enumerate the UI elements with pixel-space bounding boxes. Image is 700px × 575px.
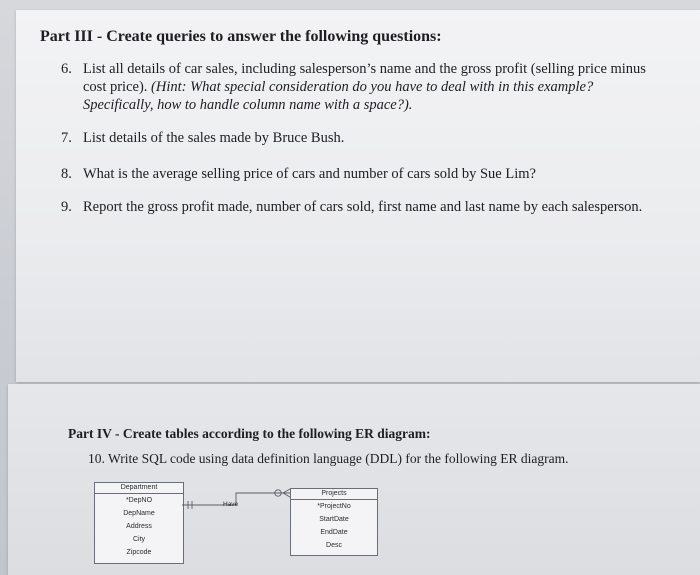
department-attr-address: Address — [126, 523, 152, 530]
relationship-connector — [8, 384, 700, 575]
question-6-line2-plain: cost price). — [83, 79, 152, 95]
question-9-number: 9. — [61, 199, 72, 215]
question-6-hint-part1: (Hint: What special consideration do you have to deal with in this example? — [151, 79, 594, 95]
question-6-hint-part2: Specifically, how to handle column name with a space?). — [83, 97, 413, 113]
crow-foot-top — [283, 489, 290, 493]
projects-attr-desc: Desc — [326, 542, 342, 549]
relationship-label: Have — [223, 501, 239, 508]
question-6-line2 — [83, 78, 646, 96]
question-7-number: 7. — [61, 130, 72, 146]
part4-page — [8, 384, 700, 575]
question-6-line1: List all details of car sales, including salesperson’s name and the gross profit (selling price minus — [83, 61, 646, 77]
crow-foot-bottom — [283, 493, 290, 497]
question-6-text — [83, 60, 646, 114]
question-7-text: List details of the sales made by Bruce Bush. — [83, 130, 345, 146]
department-attr-depname: DepName — [123, 510, 155, 517]
question-10-text: 10. Write SQL code using data definition language (DDL) for the following ER diagram. — [88, 451, 569, 466]
projects-attr-enddate: EndDate — [320, 529, 348, 536]
part3-page — [16, 10, 700, 382]
projects-entity-name: Projects — [291, 489, 377, 500]
department-attr-city: City — [132, 536, 146, 543]
department-attr-depno: *DepNO — [125, 497, 153, 504]
question-8-text: What is the average selling price of cars and number of cars sold by Sue Lim? — [83, 166, 536, 182]
question-6-number: 6. — [61, 61, 72, 77]
question-9-text: Report the gross profit made, number of cars sold, first name and last name by each salesperson. — [83, 199, 643, 215]
part3-title: Part III - Create queries to answer the following questions: — [40, 28, 442, 45]
projects-attr-startdate: StartDate — [319, 516, 349, 523]
department-attr-zipcode: Zipcode — [126, 549, 152, 556]
department-entity-name: Department — [95, 483, 183, 494]
projects-attr-projectno: *ProjectNo — [317, 503, 351, 510]
question-8-number: 8. — [61, 166, 72, 182]
part4-title: Part IV - Create tables according to the following ER diagram: — [68, 426, 431, 441]
